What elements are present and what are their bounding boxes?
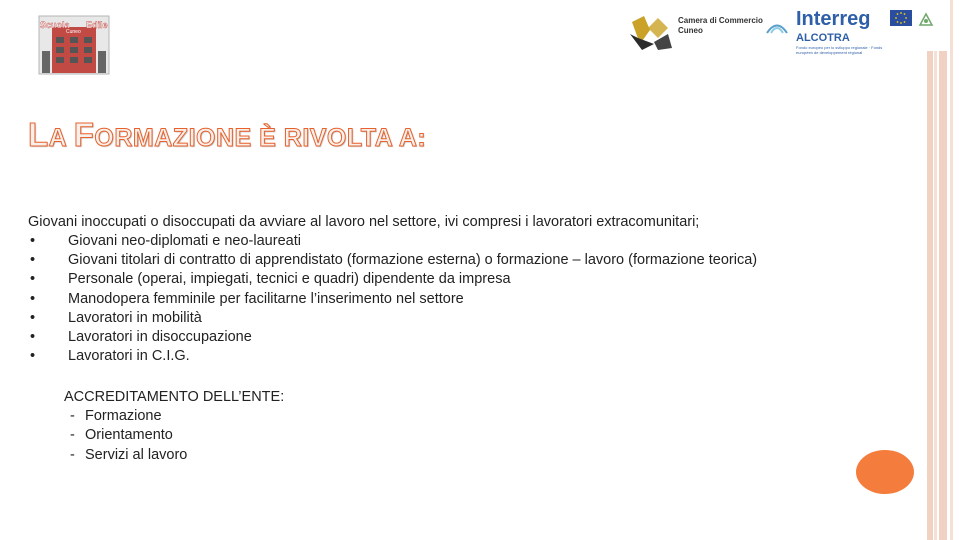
accreditamento-section (64, 388, 284, 465)
interreg-tagline: Fondo europeo per lo sviluppo regionale · Fonds européen de développement régional (796, 45, 883, 55)
slide-title (28, 116, 426, 154)
decorative-orange-circle (856, 450, 914, 494)
scuola-logo-line3: Cuneo (66, 29, 81, 35)
intro-text: Giovani inoccupati o disoccupati da avviare al lavoro nel settore, ivi compresi i lavoratori extracomunitari; (28, 214, 700, 230)
decorative-stripe (927, 0, 933, 540)
camera-commercio-logo-icon (628, 14, 674, 52)
decorative-stripe (950, 0, 953, 540)
list-item: - Servizi al lavoro (70, 446, 188, 463)
accreditamento-title: ACCREDITAMENTO DELL’ENTE: (64, 389, 285, 405)
title-part-1: A (48, 124, 74, 152)
title-part-2: ORMAZIONE È RIVOLTA A: (94, 124, 427, 152)
decorative-stripe (934, 0, 937, 540)
target-list (28, 232, 757, 366)
camera-logo-line1: Camera di Commercio (678, 16, 763, 25)
title-initial-2: F (73, 116, 95, 153)
alcotra-emblem-icon (918, 11, 934, 27)
camera-logo-line2: Cuneo (678, 26, 703, 35)
camera-commercio-logo (628, 14, 788, 54)
decorative-stripe (939, 0, 947, 540)
list-item: • Giovani neo-diplomati e neo-laureati (30, 233, 301, 249)
interreg-name: Interreg (796, 8, 871, 30)
wave-arc-icon (766, 20, 788, 34)
list-item: • Personale (operai, impiegati, tecnici e quadri) dipendente da impresa (30, 271, 511, 288)
interreg-alcotra-logo (794, 8, 940, 56)
list-item: - Orientamento (70, 427, 173, 444)
alcotra-name: ALCOTRA (796, 32, 850, 44)
list-item: • Lavoratori in mobilità (30, 309, 202, 326)
accreditamento-list (64, 407, 284, 465)
scuola-logo-line2: Edile (86, 20, 108, 30)
list-item: - Formazione (70, 408, 162, 425)
scuola-edile-logo (38, 15, 110, 75)
list-item: • Lavoratori in disoccupazione (30, 329, 252, 346)
list-item: • Lavoratori in C.I.G. (30, 348, 190, 365)
camera-logo-text (678, 16, 763, 36)
eu-flag-icon (890, 10, 912, 26)
title-initial-1: L (28, 116, 49, 153)
scuola-logo-line1: Scuola (40, 20, 70, 30)
list-item: • Manodopera femminile per facilitarne l’inserimento nel settore (30, 290, 464, 307)
list-item: • Giovani titolari di contratto di apprendistato (formazione esterna) o formazione – lavoro (formazione teorica) (30, 252, 758, 269)
